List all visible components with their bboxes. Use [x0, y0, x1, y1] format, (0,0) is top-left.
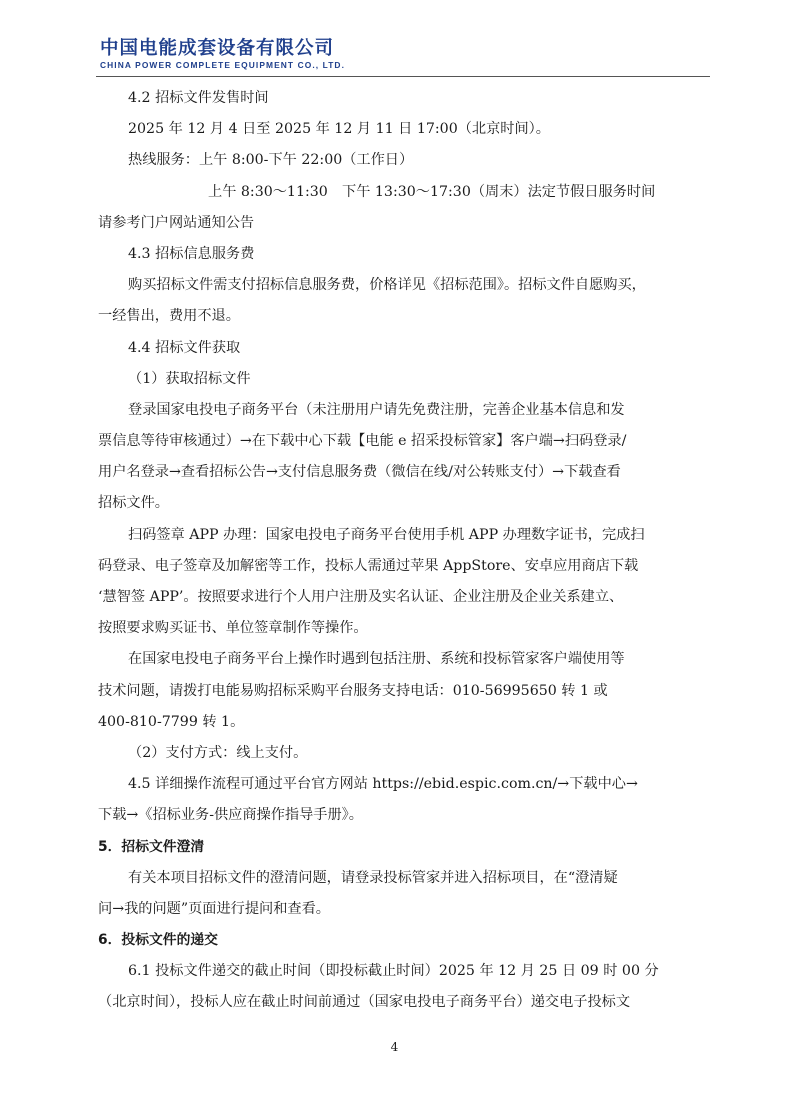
- sub-item-1: （1）获取招标文件: [128, 370, 251, 387]
- text-line: 登录国家电投电子商务平台（未注册用户请先免费注册，完善企业基本信息和发: [128, 401, 625, 418]
- section-6-heading: 6．投标文件的递交: [98, 932, 218, 949]
- heading-4-3: 4.3 招标信息服务费: [128, 245, 255, 262]
- sub-item-2: （2）支付方式：线上支付。: [128, 744, 308, 761]
- text-line: 票信息等待审核通过）→在下载中心下载【电能 e 招采投标管家】客户端→扫码登录/: [98, 433, 627, 450]
- text-line: （北京时间），投标人应在截止时间前通过（国家电投电子商务平台）递交电子投标文: [98, 994, 631, 1011]
- text-line: 下载→《招标业务-供应商操作指导手册》。: [98, 807, 363, 824]
- heading-4-2: 4.2 招标文件发售时间: [128, 90, 269, 106]
- section-5-heading: 5．招标文件澄清: [98, 838, 205, 855]
- text-line: 在国家电投电子商务平台上操作时遇到包括注册、系统和投标管家客户端使用等: [128, 651, 625, 668]
- text-line: 用户名登录→查看招标公告→支付信息服务费（微信在线/对公转账支付）→下载查看: [98, 464, 621, 481]
- header-divider: [96, 76, 710, 77]
- text-line: 上午 8:30～11:30 下午 13:30～17:30（周末）法定节假日服务时间: [208, 183, 656, 200]
- text-line: 热线服务：上午 8:00-下午 22:00（工作日）: [128, 152, 414, 169]
- text-line: 一经售出，费用不退。: [98, 308, 240, 325]
- text-line: 问→我的问题”页面进行提问和查看。: [98, 900, 330, 917]
- text-line: 扫码签章 APP 办理：国家电投电子商务平台使用手机 APP 办理数字证书，完成扫: [128, 526, 645, 543]
- text-line: 2025 年 12 月 4 日至 2025 年 12 月 11 日 17:00（北京时间）。: [128, 121, 550, 138]
- text-line: ‘慧智签 APP’。按照要求进行个人用户注册及实名认证、企业注册及企业关系建立、: [98, 589, 624, 605]
- heading-4-4: 4.4 招标文件获取: [128, 339, 241, 356]
- text-line: 招标文件。: [98, 495, 169, 512]
- company-name-cn: 中国电能成套设备有限公司: [100, 38, 335, 59]
- text-line: 码登录、电子签章及加解密等工作，投标人需通过苹果 AppStore、安卓应用商店下载: [98, 557, 639, 574]
- company-name-en: CHINA POWER COMPLETE EQUIPMENT CO., LTD.: [100, 60, 345, 70]
- text-line: 技术问题，请拨打电能易购招标采购平台服务支持电话：010-56995650 转 1 或: [98, 682, 608, 699]
- text-line: 购买招标文件需支付招标信息服务费，价格详见《招标范围》。招标文件自愿购买，: [128, 277, 646, 294]
- text-line: 400-810-7799 转 1。: [98, 713, 245, 730]
- letterhead: [100, 38, 345, 71]
- text-line: 6.1 投标文件递交的截止时间（即投标截止时间）2025 年 12 月 25 日 09 时 00 分: [128, 963, 659, 980]
- page-number: 4: [390, 1040, 399, 1054]
- text-line: 有关本项目招标文件的澄清问题，请登录投标管家并进入招标项目，在“澄清疑: [128, 869, 618, 886]
- text-line: 按照要求购买证书、单位签章制作等操作。: [98, 620, 368, 637]
- text-line: 4.5 详细操作流程可通过平台官方网站 https://ebid.espic.com.cn/→下载中心→: [128, 776, 638, 793]
- text-line: 请参考门户网站通知公告: [98, 214, 255, 231]
- document-body: [98, 83, 708, 1019]
